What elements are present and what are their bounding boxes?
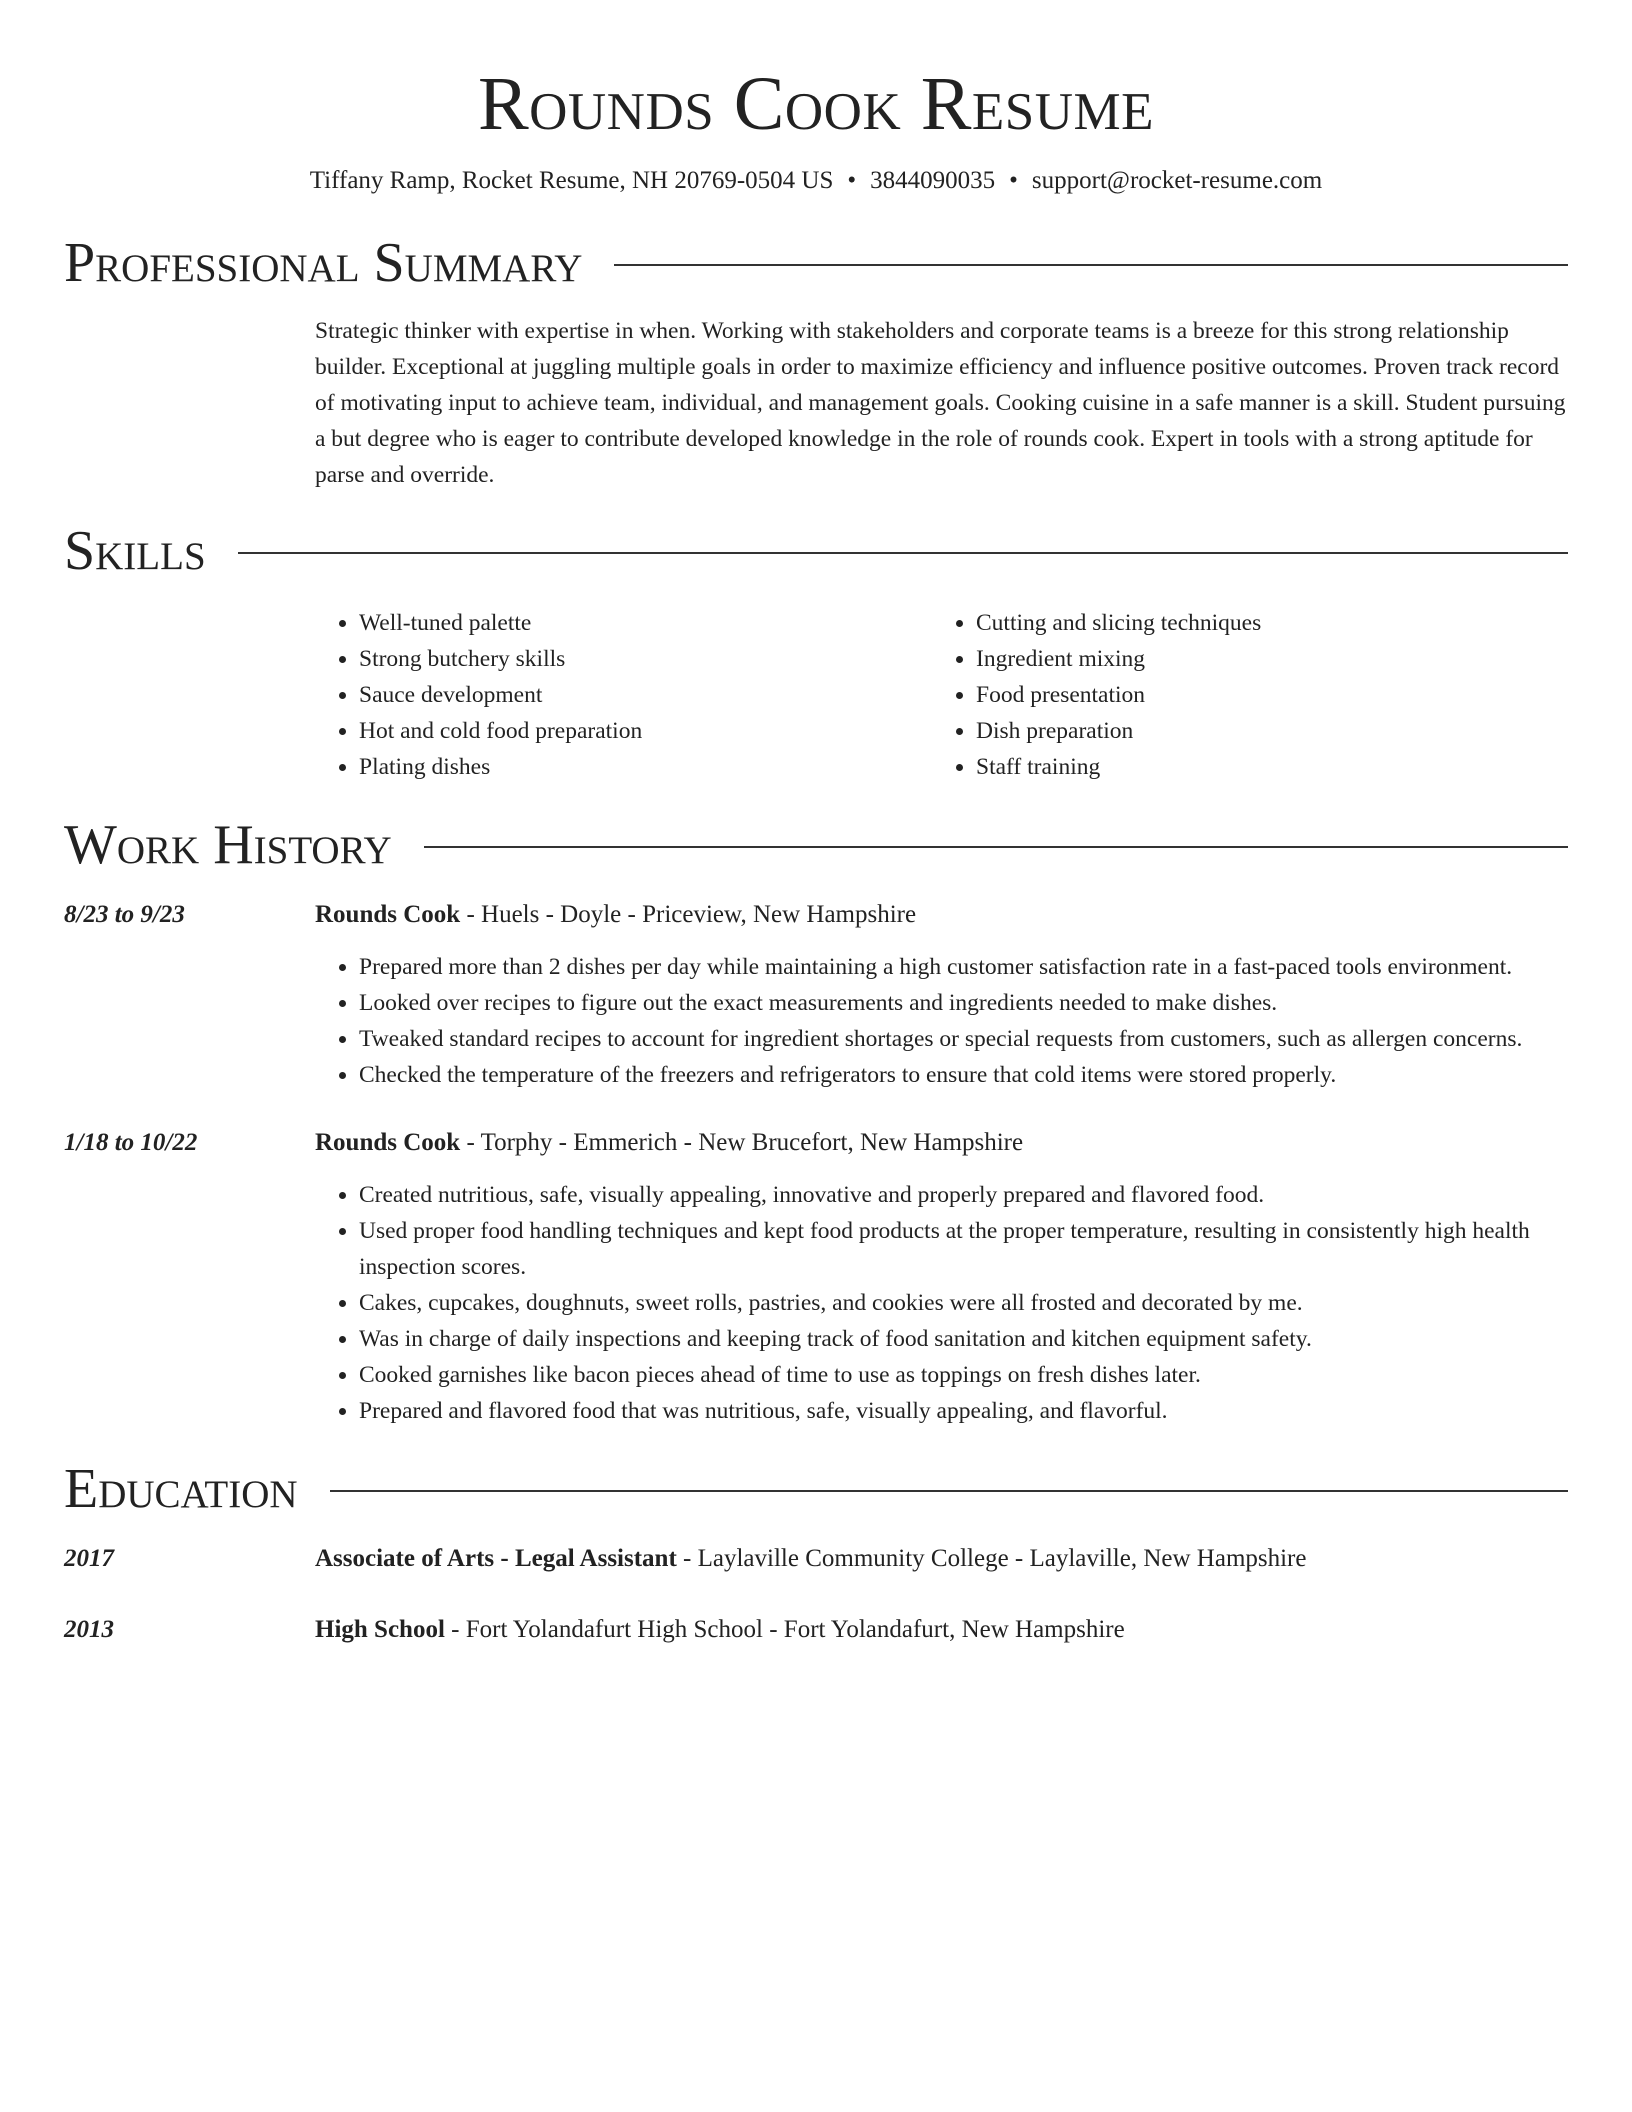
duty-item: • Was in charge of daily inspections and keeping track of food sanitation and kitchen equipment safety.	[359, 1321, 1568, 1357]
section-divider	[424, 846, 1568, 848]
summary-heading: Professional Summary	[64, 232, 583, 294]
duty-item: • Cakes, cupcakes, doughnuts, sweet rolls, pastries, and cookies were all frosted and decorated by me.	[359, 1285, 1568, 1321]
school-location: - Fort Yolandafurt High School - Fort Yolandafurt, New Hampshire	[444, 1616, 1125, 1643]
work-entry-body	[315, 1125, 1568, 1429]
section-divider	[614, 264, 1568, 266]
education-entry	[64, 1612, 1568, 1648]
section-divider	[330, 1490, 1568, 1492]
duty-item: • Looked over recipes to figure out the exact measurements and ingredients needed to make dishes.	[359, 985, 1568, 1021]
skills-list	[315, 605, 1568, 785]
contact-separator: •	[847, 167, 857, 194]
contact-phone: 3844090035	[870, 167, 996, 194]
job-title: Rounds Cook	[315, 1129, 461, 1156]
resume-title: Rounds Cook Resume	[477, 62, 1155, 146]
education-entry-body	[315, 1612, 1568, 1648]
job-employer-location: - Torphy - Emmerich - New Brucefort, New Hampshire	[460, 1129, 1024, 1156]
job-duties	[315, 949, 1568, 1093]
skill-item: • Plating dishes	[359, 749, 932, 785]
school-location: - Laylaville Community College - Laylaville, New Hampshire	[676, 1545, 1307, 1572]
contact-address: Tiffany Ramp, Rocket Resume, NH 20769-0504 US	[309, 167, 834, 194]
work-position-line	[315, 1125, 1568, 1161]
skills-column-left	[315, 605, 932, 785]
duty-item: • Used proper food handling techniques and kept food products at the proper temperature, resulting in consistently high health inspection scores.	[359, 1213, 1568, 1285]
section-divider	[238, 552, 1568, 554]
work-heading: Work History	[64, 814, 392, 876]
summary-section-header	[64, 231, 1568, 295]
work-section-header	[64, 813, 1568, 877]
contact-separator: •	[1009, 167, 1018, 194]
education-heading: Education	[64, 1458, 298, 1520]
work-dates: 8/23 to 9/23	[64, 901, 185, 928]
education-entry	[64, 1541, 1568, 1577]
work-entry	[64, 897, 1568, 1093]
education-year: 2013	[64, 1616, 114, 1643]
skill-item: • Cutting and slicing techniques	[976, 605, 1549, 641]
duty-item: • Checked the temperature of the freezers and refrigerators to ensure that cold items were stored properly.	[359, 1057, 1568, 1093]
degree-name: Associate of Arts - Legal Assistant	[315, 1545, 677, 1572]
education-section-header	[64, 1457, 1568, 1521]
duty-item: • Prepared more than 2 dishes per day while maintaining a high customer satisfaction rate in a fast-paced tools environment.	[359, 949, 1568, 985]
skill-item: • Strong butchery skills	[359, 641, 932, 677]
work-entry	[64, 1125, 1568, 1429]
duty-item: • Created nutritious, safe, visually appealing, innovative and properly prepared and flavored food.	[359, 1177, 1568, 1213]
skill-item: • Hot and cold food preparation	[359, 713, 932, 749]
education-line	[315, 1541, 1568, 1577]
job-employer-location: - Huels - Doyle - Priceview, New Hampshire	[460, 901, 917, 928]
contact-email: support@rocket-resume.com	[1031, 167, 1323, 194]
education-line	[315, 1612, 1568, 1648]
skills-section-header	[64, 519, 1568, 583]
skill-item: • Ingredient mixing	[976, 641, 1549, 677]
education-entry-body	[315, 1541, 1568, 1577]
duty-item: • Cooked garnishes like bacon pieces ahead of time to use as toppings on fresh dishes later.	[359, 1357, 1568, 1393]
work-entry-body	[315, 897, 1568, 1093]
skills-heading: Skills	[64, 520, 206, 582]
job-title: Rounds Cook	[315, 901, 461, 928]
duty-item: • Prepared and flavored food that was nutritious, safe, visually appealing, and flavorful.	[359, 1393, 1568, 1429]
education-year: 2017	[64, 1545, 114, 1572]
work-dates: 1/18 to 10/22	[64, 1129, 198, 1156]
skill-item: • Food presentation	[976, 677, 1549, 713]
skills-column-right	[932, 605, 1549, 785]
skill-item: • Well-tuned palette	[359, 605, 932, 641]
work-position-line	[315, 897, 1568, 933]
duty-item: • Tweaked standard recipes to account for ingredient shortages or special requests from customers, such as allergen concerns.	[359, 1021, 1568, 1057]
degree-name: High School	[315, 1616, 445, 1643]
skill-item: • Sauce development	[359, 677, 932, 713]
skill-item: • Dish preparation	[976, 713, 1549, 749]
skill-item: • Staff training	[976, 749, 1549, 785]
contact-line	[64, 164, 1568, 198]
summary-text: Strategic thinker with expertise in when. Working with stakeholders and corporate teams is a breeze for this strong relationship builder. Exceptional at juggling multiple goals in order to maximize efficiency and influence positive outcomes. Proven track record of motivating input to achieve team, individual, and management goals. Cooking cuisine in a safe manner is a skill. Student pursuing a but degree who is eager to contribute developed knowledge in the role of rounds cook. Expert in tools with a strong aptitude for parse and override.	[315, 318, 1566, 488]
job-duties	[315, 1177, 1568, 1429]
